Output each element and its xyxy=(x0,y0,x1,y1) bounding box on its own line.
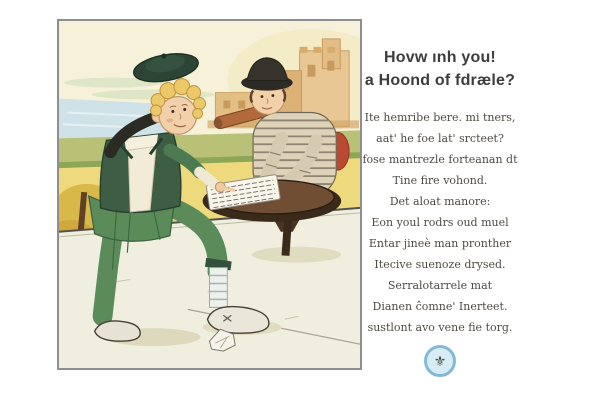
poem-line: aat' he foe lat' srcteet? xyxy=(376,132,504,145)
publisher-emblem xyxy=(424,345,456,377)
poem xyxy=(352,107,528,338)
storybook-illustration xyxy=(57,19,362,370)
poem-line: fose mantrezle forteanan dt xyxy=(362,153,518,166)
poem-line: Tine fire vohond. xyxy=(392,174,488,187)
pointing-finger xyxy=(223,188,233,190)
title-line-2: a Hoond of fdræle? xyxy=(364,72,516,89)
poem-line: Entar jineè man pronther xyxy=(368,237,512,250)
back-shoe xyxy=(95,321,141,341)
poem-line: Det aloat manore: xyxy=(389,195,491,208)
poem-line: Dianen ĉomne' Inerteet. xyxy=(372,300,508,313)
poem-line: Ite hemribe bere. mi tners, xyxy=(364,111,516,124)
page-title xyxy=(352,46,528,92)
striped-sock xyxy=(210,268,228,308)
fleur-de-lis-icon: ⚜ xyxy=(433,353,447,369)
text-column xyxy=(352,46,528,377)
illustration-svg xyxy=(59,21,360,368)
poem-line: sustlont avo vene fie torg. xyxy=(367,321,513,334)
title-line-1: Hovw ınh you! xyxy=(384,49,496,66)
poem-line: Eon youl rodrs oud muel xyxy=(371,216,509,229)
poem-line: Serralotarrele mat xyxy=(387,279,493,292)
poem-line: Itecive suenoze drysed. xyxy=(374,258,506,271)
